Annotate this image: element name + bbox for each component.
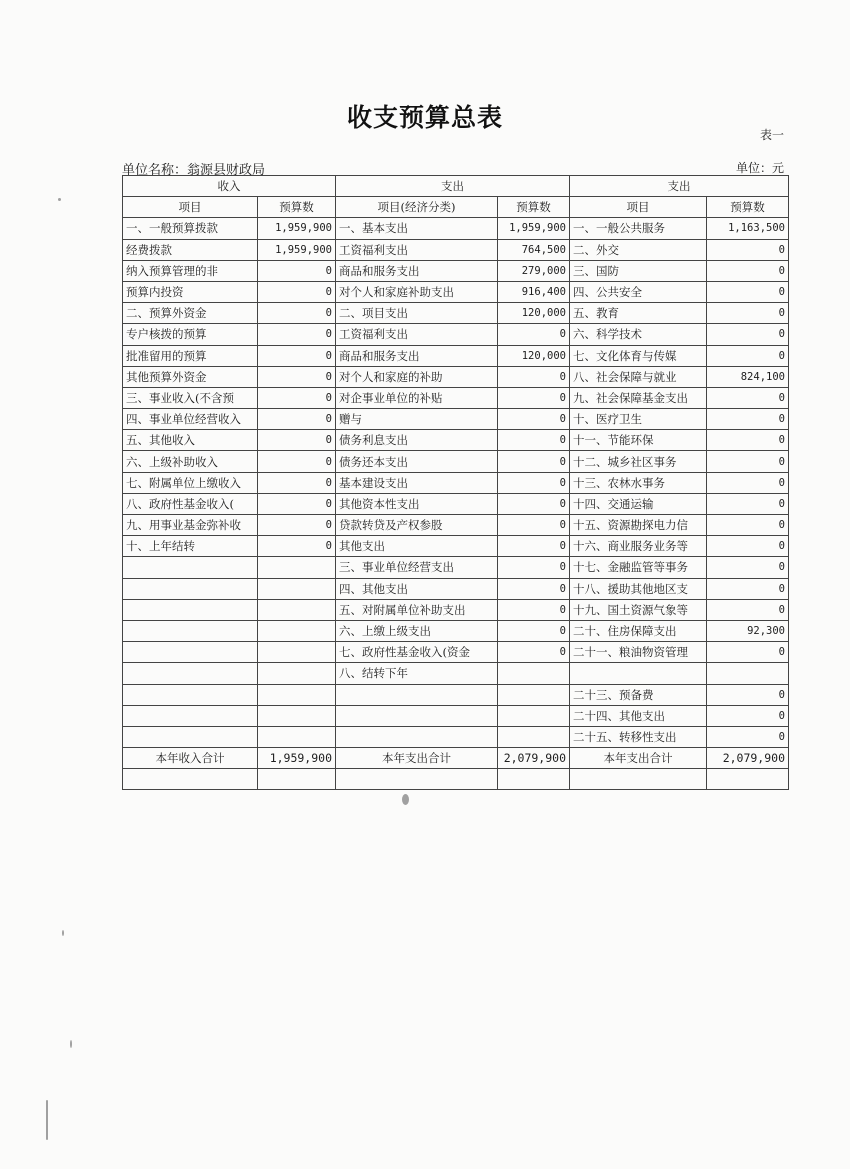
func-item-header: 项目 [570,197,707,218]
func-item-label: 一、一般公共服务 [570,218,707,239]
empty-cell [258,642,336,663]
empty-cell [258,557,336,578]
income-group-header: 收入 [123,176,336,197]
econ-item-value: 0 [498,451,570,472]
func-item-value: 0 [707,493,789,514]
econ-item-label: 五、对附属单位补助支出 [336,599,498,620]
econ-item-label: 三、事业单位经营支出 [336,557,498,578]
table-row [123,409,789,430]
income-item-value: 0 [258,260,336,281]
func-item-label: 二十五、转移性支出 [570,726,707,747]
income-item-label: 四、事业单位经营收入 [123,409,258,430]
income-total-label: 本年收入合计 [123,748,258,769]
func-item-value: 0 [707,239,789,260]
func-item-value: 92,300 [707,620,789,641]
func-item-label: 三、国防 [570,260,707,281]
empty-cell [258,620,336,641]
econ-item-value: 120,000 [498,303,570,324]
econ-item-label: 对企事业单位的补贴 [336,387,498,408]
func-item-value: 0 [707,324,789,345]
empty-cell [123,684,258,705]
income-item-value: 0 [258,536,336,557]
empty-cell [258,726,336,747]
func-item-label: 二十四、其他支出 [570,705,707,726]
empty-cell [123,620,258,641]
econ-total-label: 本年支出合计 [336,748,498,769]
empty-cell [123,705,258,726]
income-item-value: 0 [258,387,336,408]
empty-cell [336,726,498,747]
econ-item-value: 1,959,900 [498,218,570,239]
income-item-value: 0 [258,493,336,514]
econ-item-label: 商品和服务支出 [336,260,498,281]
func-item-label: 十二、城乡社区事务 [570,451,707,472]
func-item-label: 十五、资源勘探电力信 [570,515,707,536]
page-title: 收支预算总表 [346,103,503,132]
func-item-label: 十八、援助其他地区支 [570,578,707,599]
income-item-label: 批准留用的预算 [123,345,258,366]
table-row [123,387,789,408]
income-item-value: 0 [258,303,336,324]
income-item-label: 其他预算外资金 [123,366,258,387]
empty-cell [336,705,498,726]
empty-cell [123,557,258,578]
empty-cell [258,599,336,620]
income-item-label: 二、预算外资金 [123,303,258,324]
scan-edge [46,1100,48,1140]
func-item-label: 十四、交通运输 [570,493,707,514]
func-item-value: 0 [707,578,789,599]
func-item-value: 0 [707,430,789,451]
income-item-value: 0 [258,430,336,451]
econ-item-value: 0 [498,557,570,578]
econ-item-label: 工资福利支出 [336,239,498,260]
scan-speck [70,1040,72,1048]
income-item-value: 0 [258,366,336,387]
table-row [123,726,789,747]
econ-item-label: 赠与 [336,409,498,430]
econ-item-label: 债务利息支出 [336,430,498,451]
econ-item-value [498,663,570,684]
func-item-value: 0 [707,409,789,430]
func-item-value: 0 [707,642,789,663]
econ-item-value: 0 [498,642,570,663]
econ-item-label: 债务还本支出 [336,451,498,472]
table-row [123,472,789,493]
table-row [123,303,789,324]
func-item-value: 0 [707,536,789,557]
func-item-label: 十六、商业服务业务等 [570,536,707,557]
table-row [123,557,789,578]
table-number: 表一 [759,128,784,142]
econ-item-value: 0 [498,620,570,641]
table-row [123,493,789,514]
blank-row [123,769,789,790]
func-item-label: 六、科学技术 [570,324,707,345]
income-item-label: 九、用事业基金弥补收 [123,515,258,536]
econ-item-value: 0 [498,472,570,493]
income-item-label: 八、政府性基金收入( [123,493,258,514]
econ-item-label: 二、项目支出 [336,303,498,324]
econ-item-value: 0 [498,366,570,387]
econ-item-label: 其他资本性支出 [336,493,498,514]
income-total-value: 1,959,900 [258,748,336,769]
table-row [123,345,789,366]
empty-cell [123,599,258,620]
func-item-value: 824,100 [707,366,789,387]
header-column-row [123,197,789,218]
func-item-value: 0 [707,345,789,366]
empty-cell [498,684,570,705]
func-item-label: 十七、金融监管等事务 [570,557,707,578]
income-item-header: 项目 [123,197,258,218]
table-row [123,239,789,260]
currency-unit: 单位：元 [735,161,784,175]
econ-item-label: 基本建设支出 [336,472,498,493]
income-item-value: 0 [258,345,336,366]
func-item-label: 八、社会保障与就业 [570,366,707,387]
income-item-value: 1,959,900 [258,239,336,260]
income-item-value: 0 [258,409,336,430]
table-row [123,451,789,472]
func-budget-header: 预算数 [707,197,789,218]
econ-item-label: 贷款转贷及产权参股 [336,515,498,536]
econ-item-label: 六、上缴上级支出 [336,620,498,641]
func-item-label: 十、医疗卫生 [570,409,707,430]
table-row [123,366,789,387]
table-body [123,218,789,748]
table-row [123,578,789,599]
table-row [123,599,789,620]
empty-cell [498,726,570,747]
func-item-value: 0 [707,260,789,281]
econ-item-value: 0 [498,430,570,451]
income-item-value: 1,959,900 [258,218,336,239]
func-item-label: 十一、节能环保 [570,430,707,451]
econ-total-value: 2,079,900 [498,748,570,769]
func-total-value: 2,079,900 [707,748,789,769]
econ-budget-header: 预算数 [498,197,570,218]
econ-item-value: 0 [498,409,570,430]
table-row [123,684,789,705]
expense-econ-group-header: 支出 [336,176,570,197]
econ-item-label: 七、政府性基金收入(资金 [336,642,498,663]
econ-item-value: 0 [498,599,570,620]
econ-item-label: 一、基本支出 [336,218,498,239]
func-item-label: 二十一、粮油物资管理 [570,642,707,663]
econ-item-value: 120,000 [498,345,570,366]
func-item-label [570,663,707,684]
func-item-label: 九、社会保障基金支出 [570,387,707,408]
func-item-value: 0 [707,303,789,324]
func-item-label: 二、外交 [570,239,707,260]
func-item-label: 七、文化体育与传媒 [570,345,707,366]
func-item-value: 0 [707,515,789,536]
income-item-label: 预算内投资 [123,281,258,302]
income-item-label: 五、其他收入 [123,430,258,451]
func-item-value: 0 [707,472,789,493]
empty-cell [123,726,258,747]
header-group-row [123,176,789,197]
econ-item-label: 八、结转下年 [336,663,498,684]
table-row [123,536,789,557]
func-item-value: 0 [707,451,789,472]
func-item-value: 0 [707,684,789,705]
empty-cell [336,684,498,705]
expense-func-group-header: 支出 [570,176,789,197]
func-item-value: 0 [707,726,789,747]
func-item-label: 二十、住房保障支出 [570,620,707,641]
income-item-value: 0 [258,281,336,302]
func-item-label: 四、公共安全 [570,281,707,302]
income-item-label: 七、附属单位上缴收入 [123,472,258,493]
econ-item-value: 0 [498,387,570,408]
empty-cell [258,578,336,599]
empty-cell [123,663,258,684]
func-item-value: 1,163,500 [707,218,789,239]
table-row [123,218,789,239]
func-item-label: 五、教育 [570,303,707,324]
econ-item-value: 916,400 [498,281,570,302]
econ-item-value: 764,500 [498,239,570,260]
econ-item-label: 其他支出 [336,536,498,557]
empty-cell [123,642,258,663]
income-item-label: 十、上年结转 [123,536,258,557]
income-item-value: 0 [258,324,336,345]
econ-item-value: 0 [498,324,570,345]
income-item-label: 纳入预算管理的非 [123,260,258,281]
empty-cell [123,578,258,599]
func-item-value: 0 [707,281,789,302]
table-row [123,642,789,663]
table-row [123,260,789,281]
budget-summary-table [122,175,789,790]
func-item-value: 0 [707,387,789,408]
empty-cell [498,705,570,726]
income-item-value: 0 [258,472,336,493]
table-row [123,324,789,345]
income-item-label: 三、事业收入(不含预 [123,387,258,408]
table-row [123,515,789,536]
table-row [123,620,789,641]
econ-item-value: 0 [498,493,570,514]
income-budget-header: 预算数 [258,197,336,218]
empty-cell [258,663,336,684]
unit-name: 单位名称：翁源县财政局 [122,163,266,178]
empty-cell [258,684,336,705]
scan-speck [62,930,64,936]
income-item-label: 六、上级补助收入 [123,451,258,472]
income-item-label: 专户核拨的预算 [123,324,258,345]
func-total-label: 本年支出合计 [570,748,707,769]
scan-speck [402,794,409,805]
func-item-value: 0 [707,599,789,620]
econ-item-value: 0 [498,536,570,557]
totals-row [123,748,789,769]
econ-item-label: 四、其他支出 [336,578,498,599]
income-item-value: 0 [258,451,336,472]
func-item-label: 十三、农林水事务 [570,472,707,493]
table-row [123,430,789,451]
income-item-label: 经费拨款 [123,239,258,260]
econ-item-value: 0 [498,515,570,536]
econ-item-header: 项目(经济分类) [336,197,498,218]
table-row [123,705,789,726]
econ-item-label: 对个人和家庭的补助 [336,366,498,387]
econ-item-label: 工资福利支出 [336,324,498,345]
table-row [123,281,789,302]
func-item-label: 二十三、预备费 [570,684,707,705]
func-item-value: 0 [707,705,789,726]
table-row [123,663,789,684]
econ-item-label: 商品和服务支出 [336,345,498,366]
econ-item-value: 0 [498,578,570,599]
func-item-value [707,663,789,684]
func-item-value: 0 [707,557,789,578]
econ-item-value: 279,000 [498,260,570,281]
scan-speck [58,198,61,201]
func-item-label: 十九、国土资源气象等 [570,599,707,620]
empty-cell [258,705,336,726]
income-item-value: 0 [258,515,336,536]
income-item-label: 一、一般预算拨款 [123,218,258,239]
econ-item-label: 对个人和家庭补助支出 [336,281,498,302]
